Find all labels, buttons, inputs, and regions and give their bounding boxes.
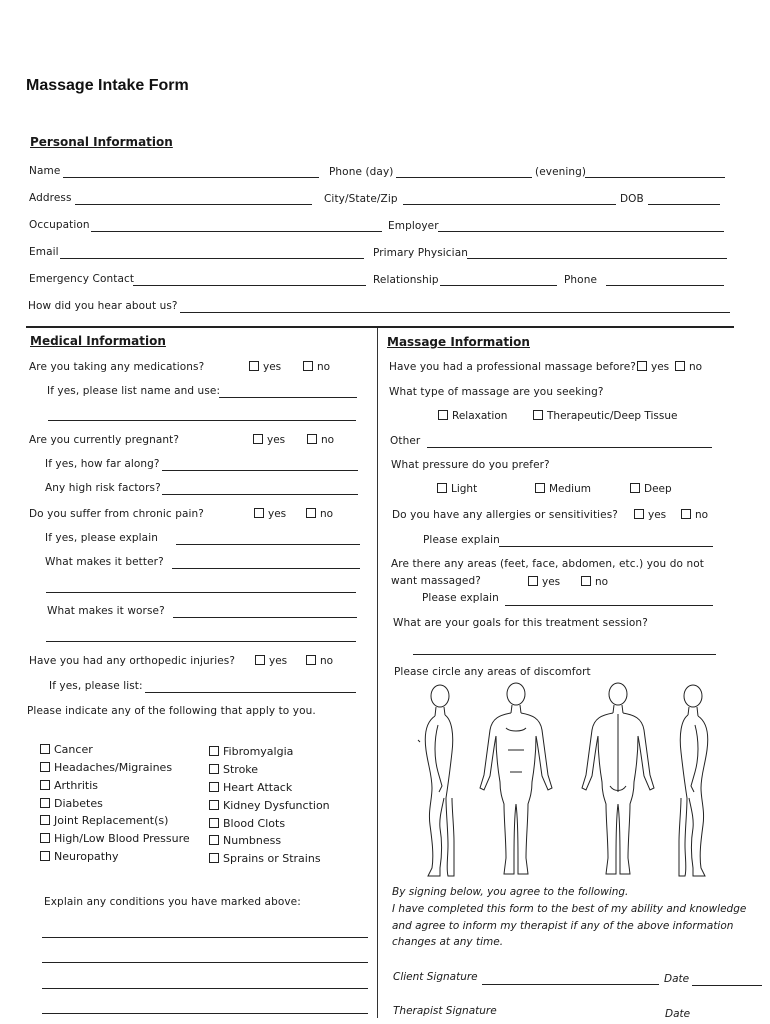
med-list-label: If yes, please list name and use: [47,385,221,397]
checkbox[interactable] [535,483,545,493]
client-date-field[interactable] [692,985,762,986]
dob-field[interactable] [648,204,720,205]
checkbox[interactable] [209,800,219,810]
professional-question: Have you had a professional massage before? [389,361,636,373]
city-field[interactable] [403,204,616,205]
explain-field[interactable] [176,544,360,545]
checkbox[interactable] [681,509,691,519]
phone-day-label: Phone (day) [329,166,394,178]
emergency-phone-field[interactable] [606,285,724,286]
name-field[interactable] [63,177,319,178]
medical-heading: Medical Information [30,334,166,348]
pregnant-question: Are you currently pregnant? [29,434,180,446]
agree-line-2: and agree to inform my therapist if any of the above information [392,920,734,932]
professional-no[interactable]: no [675,361,702,373]
areas-explain-label: Please explain [422,592,499,604]
explain-conditions-field-3[interactable] [42,988,368,989]
pressure-medium[interactable]: Medium [535,483,591,495]
how-far-field[interactable] [162,470,358,471]
checkbox[interactable] [40,744,50,754]
massage-heading: Massage Information [387,335,530,349]
relationship-field[interactable] [440,285,557,286]
condition-numbness[interactable]: Numbness [209,834,281,847]
allergies-explain-label: Please explain [423,534,500,546]
indicate-label: Please indicate any of the following that apply to you. [27,705,316,717]
checkbox[interactable] [533,410,543,420]
checkbox[interactable] [630,483,640,493]
body-side-right-icon[interactable] [679,685,708,876]
agree-line-1: I have completed this form to the best of my ability and knowledge [392,903,747,915]
other-label: Other [390,435,421,447]
condition-blood-clots[interactable]: Blood Clots [209,817,285,830]
med-list-field[interactable] [219,397,357,398]
checkbox[interactable] [528,576,538,586]
goals-question: What are your goals for this treatment session? [393,617,648,629]
personal-heading: Personal Information [30,135,173,149]
condition-blood-pressure[interactable]: High/Low Blood Pressure [40,832,190,845]
body-diagram[interactable] [388,680,738,885]
explain-conditions-field-2[interactable] [42,962,368,963]
medications-question: Are you taking any medications? [29,361,205,373]
checkbox[interactable] [307,434,317,444]
address-label: Address [29,192,72,204]
client-signature-field[interactable] [482,984,659,985]
how-far-label: If yes, how far along? [45,458,160,470]
worse-label: What makes it worse? [47,605,165,617]
dob-label: DOB [620,193,644,205]
allergies-question: Do you have any allergies or sensitivities? [392,509,618,521]
ortho-list-label: If yes, please list: [49,680,143,692]
better-field[interactable] [172,568,360,569]
risk-field[interactable] [162,494,358,495]
name-label: Name [29,165,61,177]
checkbox[interactable] [40,780,50,790]
checkbox[interactable] [249,361,259,371]
condition-headaches[interactable]: Headaches/Migraines [40,761,172,774]
condition-cancer[interactable]: Cancer [40,743,93,756]
explain-conditions-field-4[interactable] [42,1013,368,1014]
explain-conditions-label: Explain any conditions you have marked above: [44,896,301,908]
med-list-field-2[interactable] [48,420,356,421]
better-field-2[interactable] [46,592,356,593]
condition-diabetes[interactable]: Diabetes [40,797,103,810]
relaxation-option[interactable]: Relaxation [438,410,507,422]
pressure-question: What pressure do you prefer? [391,459,550,471]
checkbox[interactable] [40,762,50,772]
medications-no[interactable]: no [303,361,330,373]
type-question: What type of massage are you seeking? [389,386,604,398]
employer-label: Employer [388,220,439,232]
risk-label: Any high risk factors? [45,482,161,494]
hear-label: How did you hear about us? [28,300,178,312]
hear-field[interactable] [180,312,730,313]
checkbox[interactable] [40,815,50,825]
allergies-yes[interactable]: yes [634,509,666,521]
body-back-icon[interactable] [582,683,654,874]
checkbox[interactable] [637,361,647,371]
goals-field[interactable] [413,654,716,655]
client-signature-label: Client Signature [393,971,478,983]
areas-question-line2: want massaged? [391,575,481,587]
areas-no[interactable]: no [581,576,608,588]
checkbox[interactable] [40,851,50,861]
ortho-no[interactable]: no [306,655,333,667]
condition-fibromyalgia[interactable]: Fibromyalgia [209,745,293,758]
other-field[interactable] [427,447,712,448]
checkbox[interactable] [209,853,219,863]
professional-yes[interactable]: yes [637,361,669,373]
pain-no[interactable]: no [306,508,333,520]
checkbox[interactable] [209,764,219,774]
medications-yes[interactable]: yes [249,361,281,373]
condition-sprains[interactable]: Sprains or Strains [209,852,321,865]
physician-field[interactable] [467,258,727,259]
body-front-icon[interactable] [480,683,552,874]
evening-label: (evening) [535,166,587,178]
areas-question-line1: Are there any areas (feet, face, abdomen, etc.) you do not [391,558,704,570]
therapist-signature-label: Therapist Signature [393,1005,497,1017]
pregnant-yes[interactable]: yes [253,434,285,446]
occupation-label: Occupation [29,219,90,231]
column-divider [377,328,378,1018]
ortho-list-field[interactable] [145,692,356,693]
email-field[interactable] [60,258,364,259]
checkbox[interactable] [209,782,219,792]
therapeutic-option[interactable]: Therapeutic/Deep Tissue [533,410,677,422]
worse-field[interactable] [173,617,357,618]
checkbox[interactable] [581,576,591,586]
occupation-field[interactable] [91,231,382,232]
phone-label: Phone [564,274,598,286]
section-divider [26,326,734,328]
checkbox[interactable] [209,835,219,845]
areas-yes[interactable]: yes [528,576,560,588]
pregnant-no[interactable]: no [307,434,334,446]
condition-arthritis[interactable]: Arthritis [40,779,98,792]
condition-stroke[interactable]: Stroke [209,763,258,776]
ortho-yes[interactable]: yes [255,655,287,667]
checkbox[interactable] [209,818,219,828]
physician-label: Primary Physician [373,247,468,259]
allergies-explain-field[interactable] [499,546,713,547]
emergency-label: Emergency Contact [29,273,135,285]
employer-field[interactable] [438,231,724,232]
condition-kidney[interactable]: Kidney Dysfunction [209,799,330,812]
agree-line-3: changes at any time. [392,936,504,948]
form-title: Massage Intake Form [26,77,189,94]
therapist-date-label: Date [665,1008,691,1020]
areas-explain-field[interactable] [505,605,713,606]
condition-heart-attack[interactable]: Heart Attack [209,781,292,794]
ortho-question: Have you had any orthopedic injuries? [29,655,236,667]
checkbox[interactable] [255,655,265,665]
checkbox[interactable] [303,361,313,371]
checkbox[interactable] [40,833,50,843]
checkbox[interactable] [254,508,264,518]
explain-label: If yes, please explain [45,532,158,544]
pressure-light[interactable]: Light [437,483,477,495]
emergency-field[interactable] [133,285,366,286]
relationship-label: Relationship [373,274,439,286]
checkbox[interactable] [306,508,316,518]
checkbox[interactable] [253,434,263,444]
explain-conditions-field-1[interactable] [42,937,368,938]
checkbox[interactable] [40,798,50,808]
address-field[interactable] [75,204,312,205]
better-label: What makes it better? [45,556,164,568]
pain-yes[interactable]: yes [254,508,286,520]
checkbox[interactable] [306,655,316,665]
email-label: Email [29,246,59,258]
city-label: City/State/Zip [324,193,398,205]
pain-question: Do you suffer from chronic pain? [29,508,204,520]
checkbox[interactable] [675,361,685,371]
allergies-no[interactable]: no [681,509,708,521]
condition-joint-replacement[interactable]: Joint Replacement(s) [40,814,168,827]
phone-evening-field[interactable] [585,177,725,178]
checkbox[interactable] [438,410,448,420]
checkbox[interactable] [209,746,219,756]
agree-statement: By signing below, you agree to the following. [392,886,629,898]
body-side-left-icon[interactable] [418,685,454,876]
client-date-label: Date [664,973,690,985]
phone-day-field[interactable] [396,177,532,178]
checkbox[interactable] [437,483,447,493]
pressure-deep[interactable]: Deep [630,483,672,495]
worse-field-2[interactable] [46,641,356,642]
discomfort-label: Please circle any areas of discomfort [394,666,591,678]
condition-neuropathy[interactable]: Neuropathy [40,850,119,863]
checkbox[interactable] [634,509,644,519]
